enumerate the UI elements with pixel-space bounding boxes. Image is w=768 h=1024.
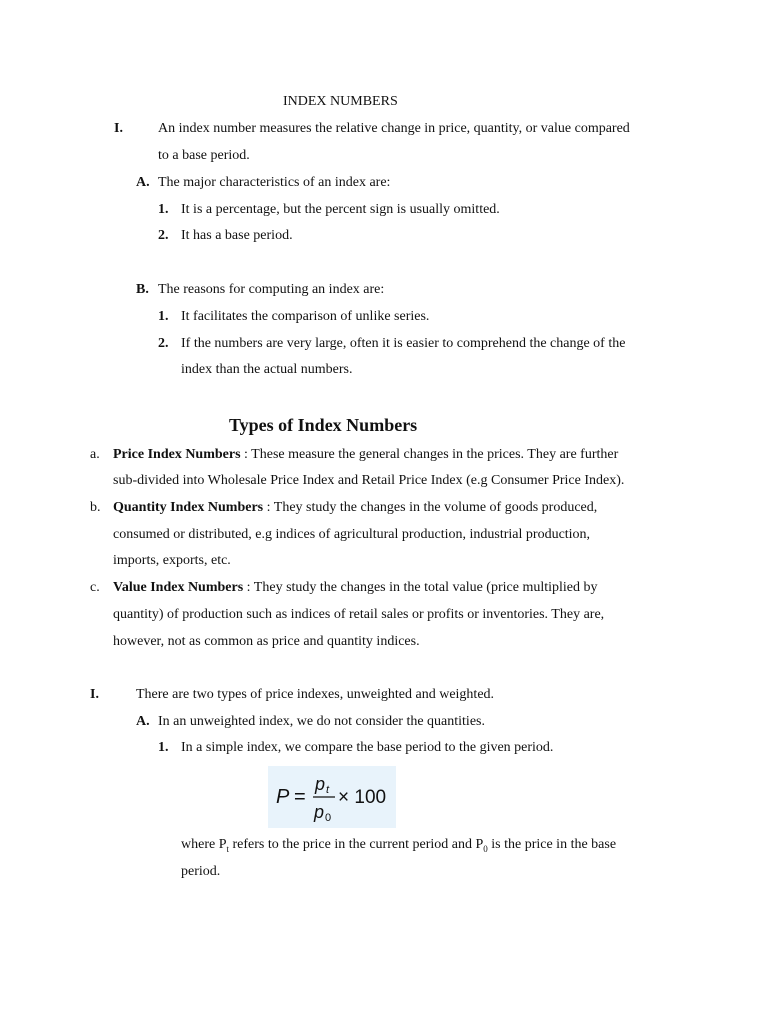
list-item: It has a base period. [181, 228, 293, 243]
subsection-text: The reasons for computing an index are: [158, 282, 385, 297]
term: Price Index Numbers [113, 447, 241, 462]
list-item [113, 446, 618, 464]
list-item: quantity) of production such as indices of retail sales or profits or inventories. They are, [113, 607, 605, 622]
subscript: t [226, 843, 230, 854]
formula [268, 766, 396, 828]
text-part: refers to the price in the current period and P [229, 837, 484, 852]
formula-numerator: p [315, 774, 326, 794]
formula-times: × 100 [338, 787, 387, 808]
definition: : They study the changes in the volume of goods produced, [263, 500, 598, 515]
list-item: imports, exports, etc. [113, 553, 231, 568]
text-part: is the price in the base [487, 837, 617, 852]
list-item: index than the actual numbers. [181, 362, 353, 377]
definition: : They study the changes in the total value (price multiplied by [243, 580, 598, 595]
list-item-marker: 1. [158, 309, 169, 324]
subsection-marker: B. [136, 282, 149, 297]
section-heading: Types of Index Numbers [229, 415, 418, 435]
list-item-marker: a. [90, 447, 100, 462]
definition: : These measure the general changes in the prices. They are further [240, 447, 619, 462]
list-item: sub-divided into Wholesale Price Index and Retail Price Index (e.g Consumer Price Index). [113, 473, 625, 488]
list-item-marker: 1. [158, 202, 169, 217]
formula-equals: = [294, 786, 306, 808]
list-item-marker: 2. [158, 336, 169, 351]
list-item-marker: 2. [158, 228, 169, 243]
term: Value Index Numbers [113, 580, 244, 595]
subsection-text: The major characteristics of an index are: [158, 175, 391, 190]
section-text: An index number measures the relative change in price, quantity, or value compared [158, 121, 630, 136]
text-part: where P [181, 837, 227, 852]
section-text: There are two types of price indexes, unweighted and weighted. [136, 687, 495, 702]
list-item: consumed or distributed, e.g indices of agricultural production, industrial production, [113, 527, 591, 542]
subsection-marker: A. [136, 714, 150, 729]
list-item: If the numbers are very large, often it is easier to comprehend the change of the [181, 336, 626, 351]
list-item-marker: b. [90, 500, 101, 515]
subsection-text: In an unweighted index, we do not consider the quantities. [158, 714, 485, 729]
list-item: however, not as common as price and quantity indices. [113, 634, 420, 649]
list-item-marker: 1. [158, 740, 169, 755]
formula-lhs: P [276, 786, 290, 808]
formula-numerator-sub: t [326, 784, 330, 796]
list-item: It is a percentage, but the percent sign is usually omitted. [181, 202, 500, 217]
section-marker: I. [114, 121, 123, 136]
term: Quantity Index Numbers [113, 500, 264, 515]
formula-box [268, 766, 396, 828]
section-marker: I. [90, 687, 99, 702]
subsection-marker: A. [136, 175, 150, 190]
list-item: In a simple index, we compare the base period to the given period. [181, 740, 554, 755]
formula-explanation: period. [181, 864, 221, 879]
subscript: 0 [483, 843, 488, 854]
list-item [113, 499, 597, 517]
page-title: INDEX NUMBERS [283, 94, 398, 109]
list-item [113, 579, 598, 597]
formula-explanation [181, 836, 616, 858]
list-item: It facilitates the comparison of unlike series. [181, 309, 430, 324]
section-text: to a base period. [158, 148, 250, 163]
formula-denominator: p [314, 802, 325, 822]
list-item-marker: c. [90, 580, 100, 595]
formula-denominator-sub: 0 [325, 812, 332, 824]
